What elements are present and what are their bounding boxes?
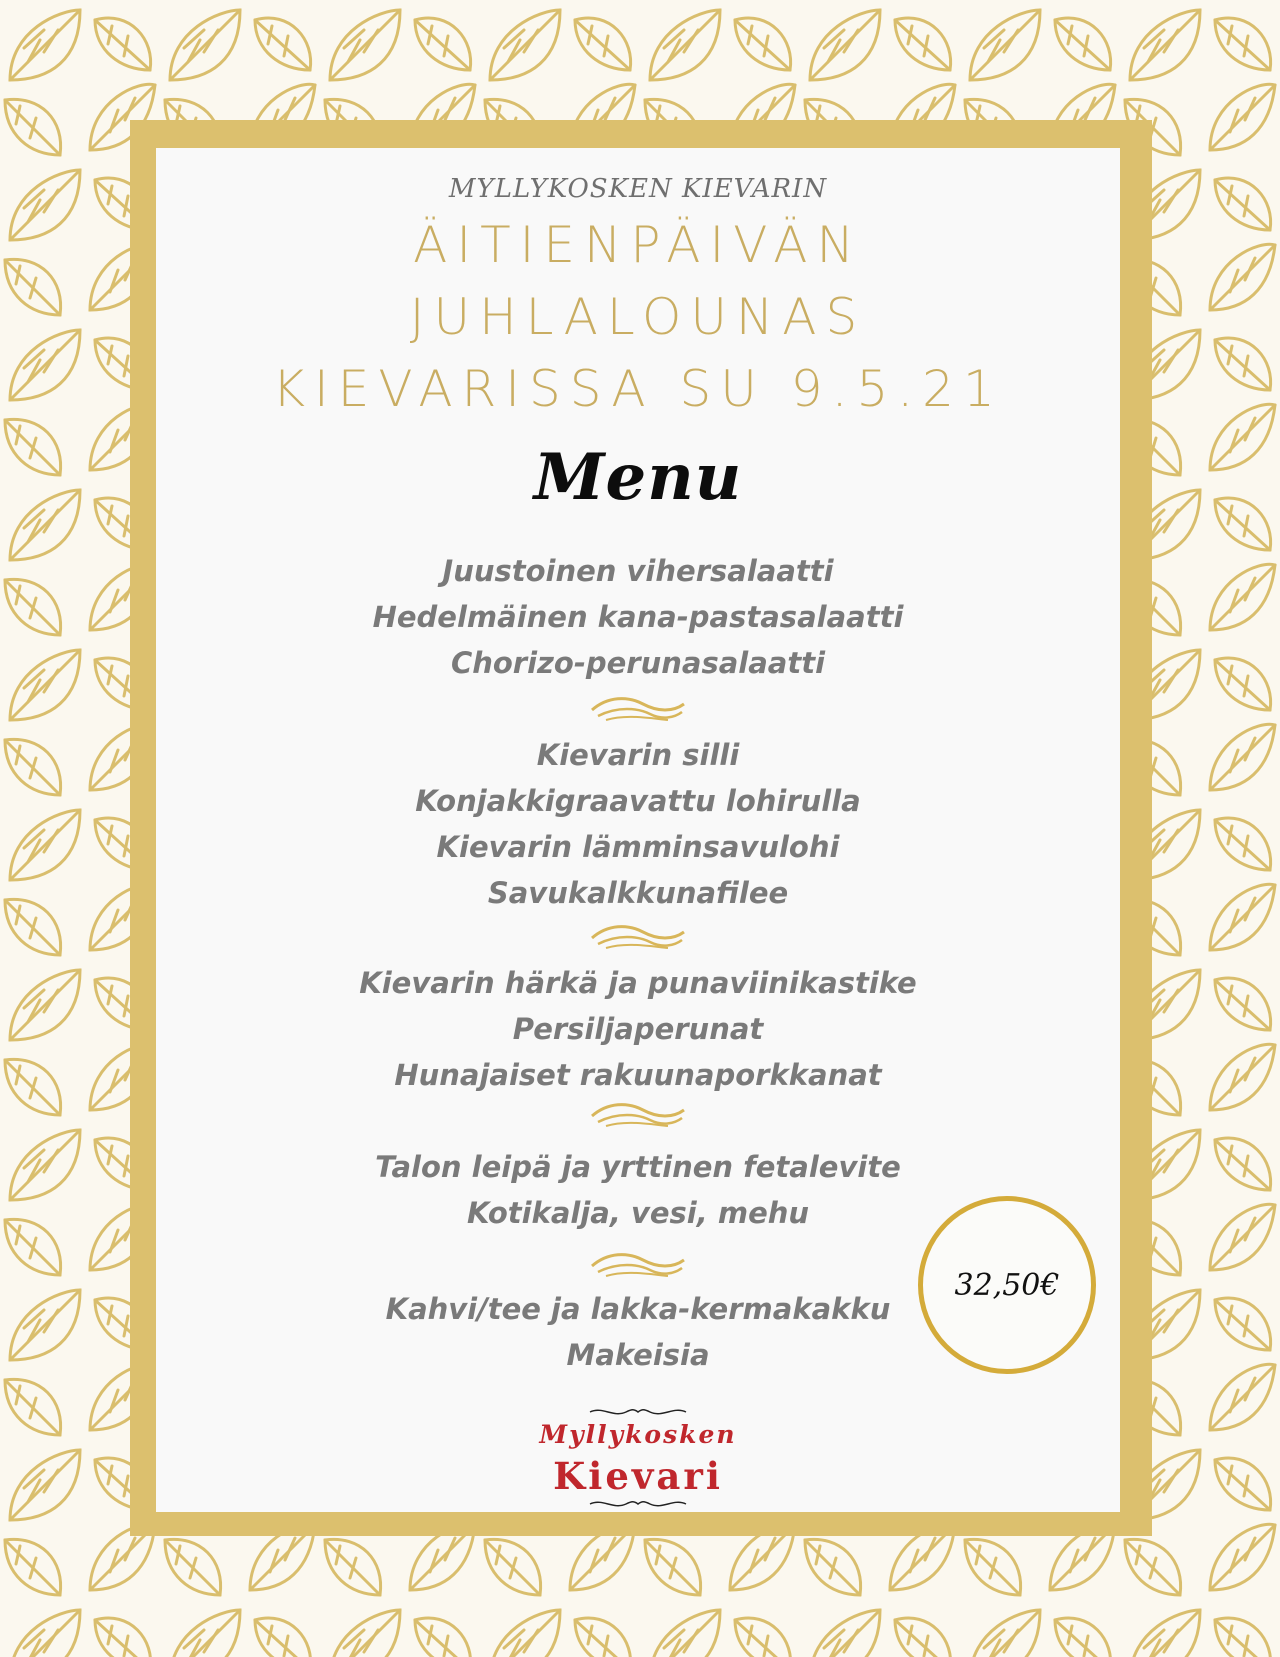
menu-item: Hunajaiset rakuunaporkkanat	[394, 1058, 882, 1092]
restaurant-logo	[526, 1406, 750, 1512]
menu-item: Konjakkigraavattu lohirulla	[415, 784, 861, 818]
menu-item: Talon leipä ja yrttinen fetalevite	[375, 1150, 901, 1184]
ornament-bottom-icon	[588, 1498, 688, 1510]
menu-item: Hedelmäinen kana-pastasalaatti	[372, 600, 904, 634]
price-badge	[918, 1196, 1096, 1374]
logo-word-kievari: Kievari	[553, 1454, 723, 1498]
menu-card	[156, 148, 1120, 1512]
menu-group-fish	[156, 732, 1120, 916]
swirl-divider-icon	[588, 920, 688, 954]
swirl-divider-icon	[588, 1098, 688, 1132]
price-text: 32,50€	[954, 1267, 1060, 1303]
headline-line-3: KIEVARISSA SU 9.5.21	[272, 360, 1004, 418]
menu-item: Makeisia	[566, 1338, 710, 1372]
menu-item: Kievarin silli	[536, 738, 740, 772]
menu-item: Savukalkkunafilee	[487, 876, 789, 910]
menu-item: Kahvi/tee ja lakka-kermakakku	[385, 1292, 891, 1326]
menu-item: Persiljaperunat	[512, 1012, 764, 1046]
menu-group-mains	[156, 960, 1120, 1098]
headline-line-1: ÄITIENPÄIVÄN	[413, 216, 863, 274]
menu-item: Kievarin lämminsavulohi	[436, 830, 840, 864]
menu-item: Kievarin härkä ja punaviinikastike	[359, 966, 917, 1000]
menu-item: Chorizo-perunasalaatti	[450, 646, 826, 680]
headline-line-2: JUHLALOUNAS	[409, 288, 867, 346]
menu-group-salads	[156, 548, 1120, 686]
swirl-divider-icon	[588, 692, 688, 726]
logo-word-myllykosken: Myllykosken	[539, 1420, 737, 1449]
menu-item: Juustoinen vihersalaatti	[442, 554, 834, 588]
menu-item: Kotikalja, vesi, mehu	[466, 1196, 810, 1230]
restaurant-subtitle: MYLLYKOSKEN KIEVARIN	[448, 174, 828, 204]
menu-title: Menu	[533, 440, 743, 515]
swirl-divider-icon	[588, 1248, 688, 1282]
ornament-top-icon	[588, 1406, 688, 1418]
